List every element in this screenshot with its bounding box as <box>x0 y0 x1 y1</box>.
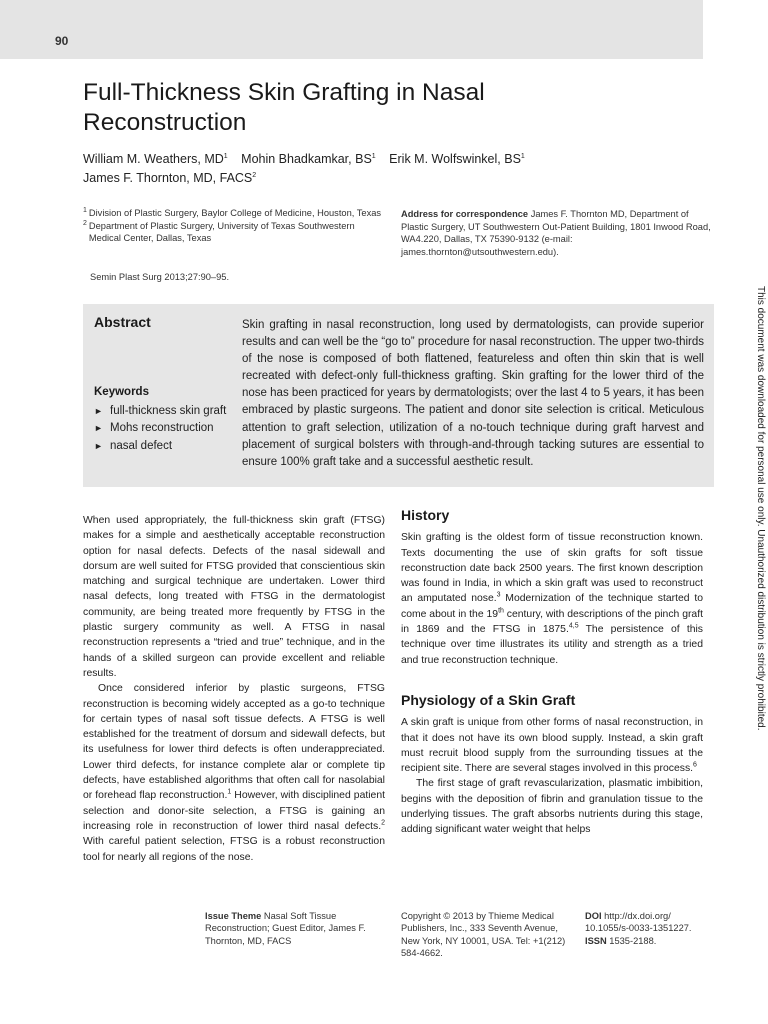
author-list <box>83 150 603 188</box>
arrow-icon: ► <box>94 406 103 416</box>
keyword-item: ► nasal defect <box>94 438 229 455</box>
keyword-item: ► Mohs reconstruction <box>94 420 229 437</box>
article-title: Full-Thickness Skin Grafting in Nasal Reconstruction <box>83 79 485 136</box>
author: William M. Weathers, $MD^1$ <box>83 152 228 166</box>
section-heading-history: History <box>401 507 450 523</box>
body-paragraph: When used appropriately, the full-thickness skin graft (FTSG) makes for a simple and aesthetically acceptable reconstruction option for nasal defects. Defects of the nasal sidewall and dorsum are well suited for FTSG provided that conscientious skin matching and surgical technique are undertaken. Lower third nasal defects, long treated with FTSG in the dermatologist community, are being treated more frequently by FTSG in the plastic surgery community as well. A FTSG in nasal reconstruction represents a “tried and true” technique, and in the hands of a skilled surgeon can provide excellent and reliable results. <box>83 515 385 679</box>
affiliations <box>83 207 383 245</box>
body-paragraph: The first stage of graft revascularization, plasmatic imbibition, begins with the deposition of fibrin and granulation tissue to the underlying tissues. The graft absorbs nutrients during this stage, adding significant water weight that helps <box>401 778 703 836</box>
affiliation: 1 Division of Plastic Surgery, Baylor College of Medicine, Houston, Texas <box>83 207 382 218</box>
abstract-text: Skin grafting in nasal reconstruction, long used by dermatologists, can provide superior results and can well be the “go to” procedure for nasal reconstruction. The upper two-thirds of the nose is composed of both flattened, featureless and often thin skin that is well recreated with defect-only full-thickness grafting. Skin grafting for the lower third of the nose has been practiced for years by dermatologists; over the last 4 to 5 years, it has been embraced by plastic surgeons. The patient and donor site selection is critical. Meticulous attention to graft selection, utilization of a no-touch technique during graft harvest and placement of surgical bolsters with through-and-through tacking sutures are essential to ensure 100% graft take and a successful aesthetic result. <box>242 319 704 468</box>
correspondence-text: James F. Thornton MD, Department of Plastic Surgery, UT Southwestern Out-Patient Building, 1801 Inwood Road, WA4.220, Dallas, TX 75390-9132 (e-mail: james.thornton@utsouthwestern.edu). <box>401 209 711 257</box>
keyword-item: ► full-thickness skin graft <box>94 403 229 420</box>
body-paragraph: Once considered inferior by plastic surgeons, FTSG reconstruction is becoming widely accepted as a go-to technique for certain types of nasal soft tissue defects. A FTSG is well established for the treatment of dorsum and sidewall defects, but its usefulness for lower third defects is often underappreciated. Lower third defects, for instance complete alar or complete tip defects, have established algorithms that often call for nasolabial or forehead flap reconstruction.$^1$ However, with disciplined patient selection and donor-site selection, a FTSG is gaining an increasing role in reconstruction of lower third nasal defects.$^2$ With careful patient selection, FTSG is a robust reconstruction tool for nearly all regions of the nose. <box>83 683 385 863</box>
author: Mohin Bhadkamkar, $BS^1$ <box>241 152 376 166</box>
arrow-icon: ► <box>94 423 103 434</box>
download-notice: This document was downloaded for personal use only. Unauthorized distribution is strictly prohibited. <box>755 286 766 731</box>
body-paragraph: A skin graft is unique from other forms of nasal reconstruction, in that it does not have its own blood supply. Instead, a skin graft must recruit blood supply from the surrounding tissues at the recipient site. There are several stages involved in this process.$^6$ <box>401 717 703 775</box>
body-paragraph: Skin grafting is the oldest form of tissue reconstruction known. Texts documenting the use of skin grafts for soft tissue reconstruction date back 2500 years. The first known description was found in India, in which a skin graft was used to reconstruct an amputated nose.$^3$ Modernization of the technique started to come about in the 19th century, with descriptions of the pinch graft in 1869 and the FTSG in 1875.$^{4,5}$ The persistence of this technique over time illustrates its utility and strength as a tried and true reconstruction technique. <box>401 532 703 666</box>
arrow-icon: ► <box>94 440 103 451</box>
right-column <box>401 508 703 838</box>
section-heading-physiology: Physiology of a Skin Graft <box>401 691 576 708</box>
abstract-box <box>83 304 714 487</box>
left-column <box>83 513 385 865</box>
abstract-heading: Abstract <box>94 314 151 330</box>
keywords-heading: Keywords <box>94 386 149 398</box>
correspondence-label: Address for correspondence <box>401 209 529 219</box>
author: James F. Thornton, MD, FACS$^2$ <box>83 171 257 185</box>
correspondence-address <box>401 208 711 258</box>
keywords-list <box>94 403 229 455</box>
copyright-notice: Copyright © 2013 by Thieme Medical Publishers, Inc., 333 Seventh Avenue, New York, NY 10001, USA. Tel: +1(212) 584-4662. <box>401 911 566 958</box>
page-number: 90 <box>55 34 69 48</box>
header-band <box>0 0 703 59</box>
journal-citation: Semin Plast Surg 2013;27:90–95. <box>90 272 230 282</box>
doi-issn: DOI http://dx.doi.org/ 10.1055/s-0033-1351227. ISSN 1535-2188. <box>585 911 692 946</box>
author: Erik M. Wolfswinkel, $BS^1$ <box>389 152 525 166</box>
affiliation: 2 Department of Plastic Surgery, University of Texas Southwestern Medical Center, Dallas, Texas <box>83 219 355 243</box>
issue-theme: Issue Theme Nasal Soft Tissue Reconstruction; Guest Editor, James F. Thornton, MD, FACS <box>205 911 366 946</box>
